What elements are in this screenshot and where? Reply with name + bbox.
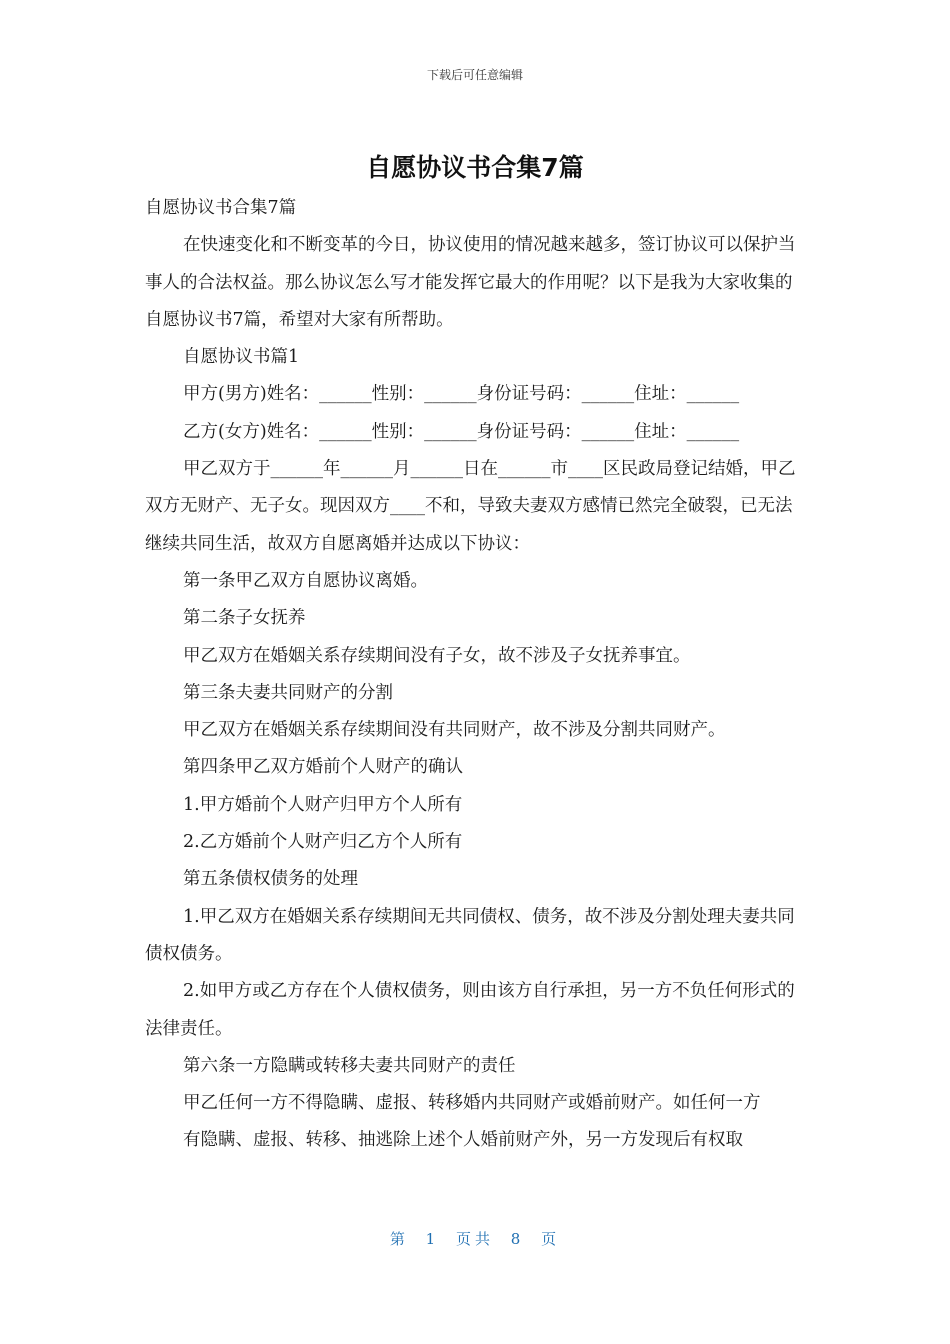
page-number: 第 1 页共 8 页 bbox=[389, 1230, 561, 1248]
party-a-line: 甲方(男方)姓名：______性别：______身份证号码：______住址：______ bbox=[183, 384, 740, 405]
list-item: 1.甲乙双方在婚姻关系存续期间无共同债权、债务，故不涉及分割处理夫妻共同债权债务。 bbox=[145, 906, 795, 964]
paragraph: 甲乙双方在婚姻关系存续期间没有共同财产，故不涉及分割共同财产。 bbox=[183, 720, 726, 741]
party-b-line: 乙方(女方)姓名：______性别：______身份证号码：______住址：______ bbox=[183, 421, 740, 442]
article-heading: 第五条债权债务的处理 bbox=[183, 869, 358, 890]
paragraph: 在快速变化和不断变革的今日，协议使用的情况越来越多，签订协议可以保护当事人的合法权益。那么协议怎么写才能发挥它最大的作用呢？以下是我为大家收集的自愿协议书7篇，希望对大家有所帮助。 bbox=[145, 235, 796, 330]
paragraph: 甲乙任何一方不得隐瞒、虚报、转移婚内共同财产或婚前财产。如任何一方 bbox=[183, 1093, 761, 1114]
article-heading: 第六条一方隐瞒或转移夫妻共同财产的责任 bbox=[183, 1055, 516, 1076]
paragraph: 甲乙双方于______年______月______日在______市____区民政局登记结婚，甲乙双方无财产、无子女。现因双方____不和，导致夫妻双方感情已然完全破裂，已无法继续共同生活，故双方自愿离婚并达成以下协议： bbox=[145, 459, 796, 554]
article-heading: 第四条甲乙双方婚前个人财产的确认 bbox=[183, 757, 463, 778]
article-heading: 第三条夫妻共同财产的分割 bbox=[183, 682, 393, 703]
list-item: 2.乙方婚前个人财产归乙方个人所有 bbox=[183, 832, 463, 853]
list-item: 2.如甲方或乙方存在个人债权债务，则由该方自行承担，另一方不负任何形式的法律责任。 bbox=[145, 981, 795, 1039]
document-title: 自愿协议书合集7篇 bbox=[366, 153, 584, 182]
section-heading: 自愿协议书篇1 bbox=[183, 347, 300, 368]
document-body bbox=[145, 190, 805, 1160]
subtitle-line: 自愿协议书合集7篇 bbox=[145, 198, 297, 218]
article-heading: 第二条子女抚养 bbox=[183, 608, 306, 629]
paragraph: 甲乙双方在婚姻关系存续期间没有子女，故不涉及子女抚养事宜。 bbox=[183, 645, 691, 666]
paragraph: 有隐瞒、虚报、转移、抽逃除上述个人婚前财产外，另一方发现后有权取 bbox=[183, 1130, 743, 1151]
header-note: 下载后可任意编辑 bbox=[426, 68, 523, 82]
list-item: 1.甲方婚前个人财产归甲方个人所有 bbox=[183, 794, 463, 815]
article-heading: 第一条甲乙双方自愿协议离婚。 bbox=[183, 570, 428, 591]
